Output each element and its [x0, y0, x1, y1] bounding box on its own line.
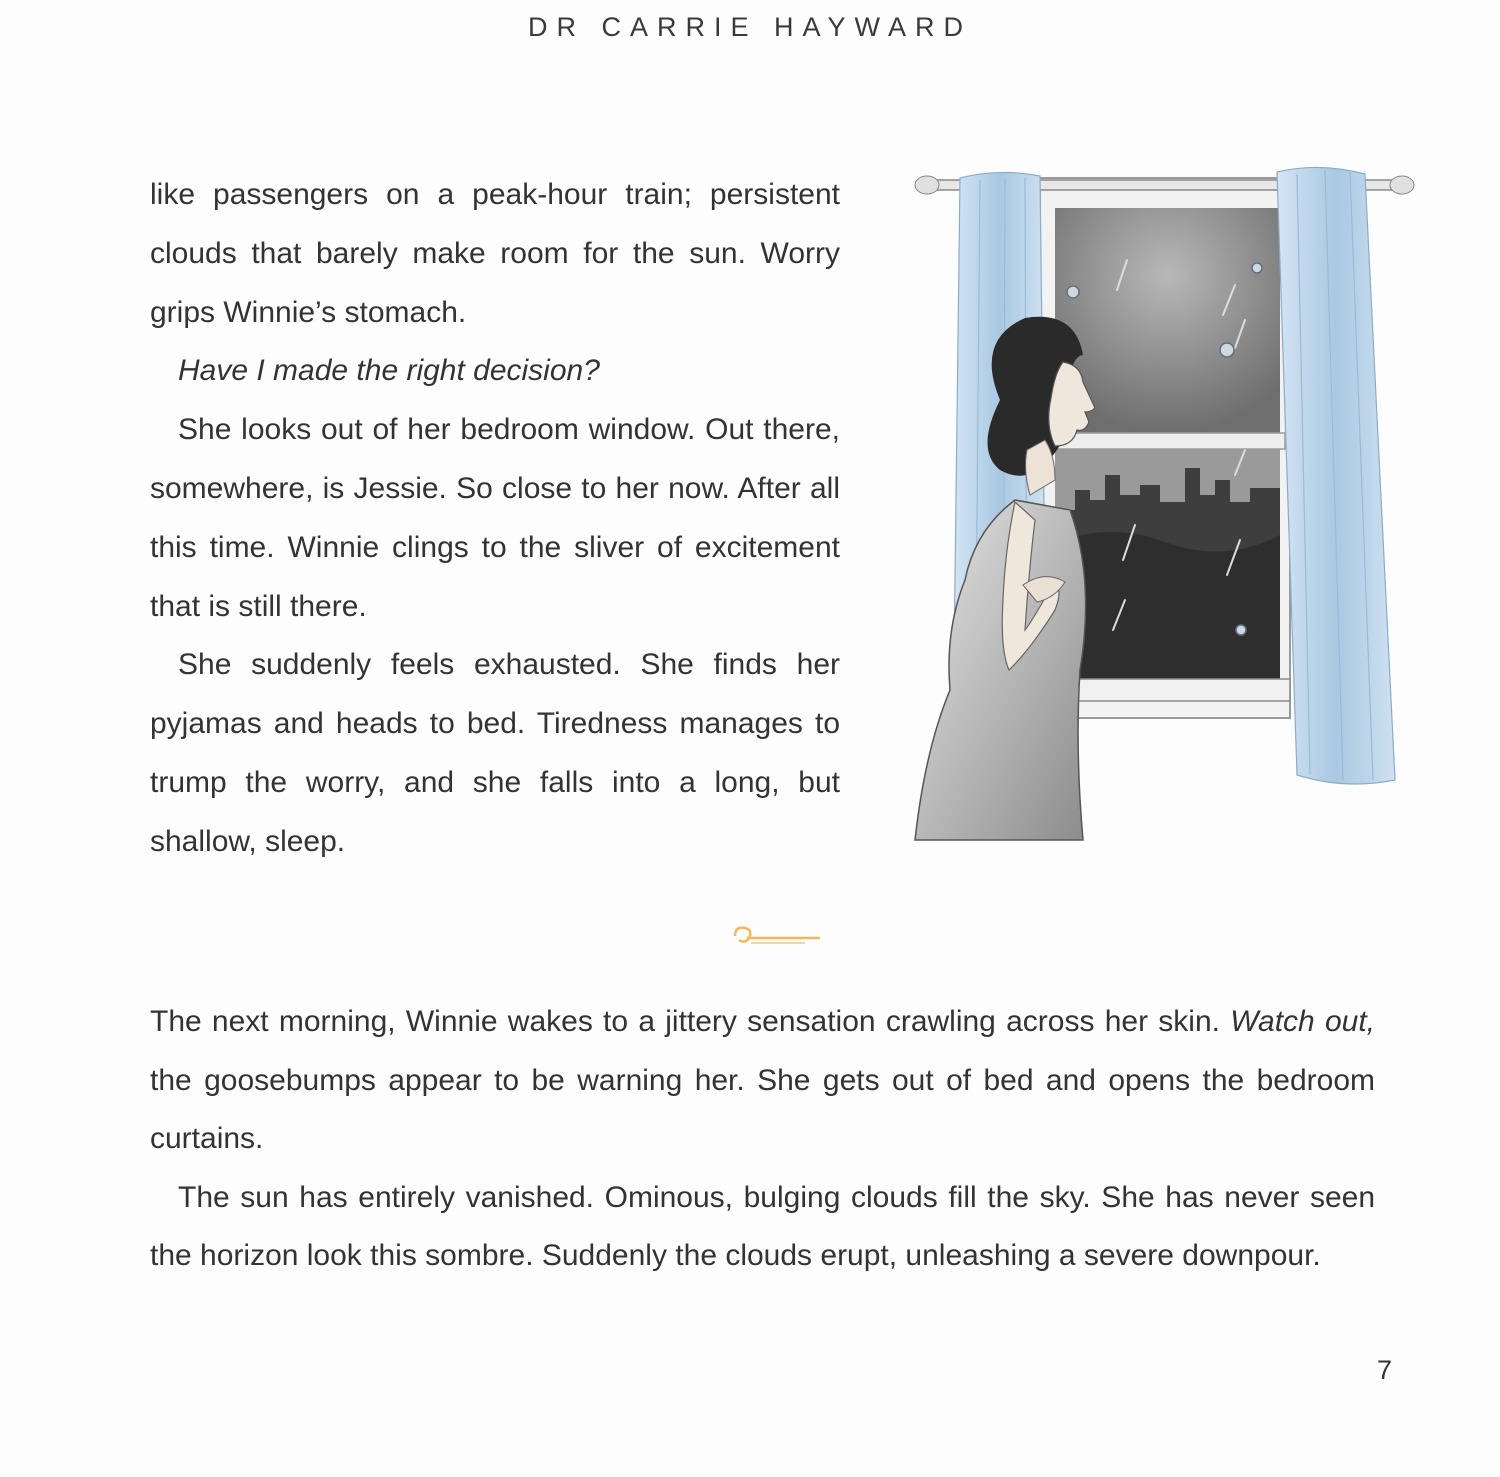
- paragraph-start: The next morning, Winnie wakes to a jittery sensation crawling across her skin.: [150, 1005, 1231, 1038]
- paragraph: She looks out of her bedroom window. Out there, somewhere, is Jessie. So close to her now. After all this time. Winnie clings to the sliver of excitement that is still there.: [150, 413, 840, 623]
- italic-thought: Have I made the right decision?: [178, 354, 600, 388]
- paragraph: She suddenly feels exhausted. She finds her pyjamas and heads to bed. Tiredness manages to trump the worry, and she falls into a long, but shallow, sleep.: [150, 648, 840, 858]
- full-width-text-block: [150, 993, 1375, 1286]
- paragraph: like passengers on a peak-hour train; persistent clouds that barely make room for the sun. Worry grips Winnie’s stomach.: [150, 178, 840, 329]
- paragraph: [150, 993, 1375, 1169]
- running-header: DR CARRIE HAYWARD: [527, 12, 972, 42]
- paragraph: The sun has entirely vanished. Ominous, bulging clouds fill the sky. She has never seen the horizon look this sombre. Suddenly the clouds erupt, unleashing a severe downpour.: [150, 1180, 1375, 1272]
- italic-phrase: Watch out,: [1230, 1005, 1375, 1038]
- paragraph-end: the goosebumps appear to be warning her. She gets out of bed and opens the bedroom curtains.: [150, 1063, 1375, 1155]
- woman-at-window-illustration: [905, 150, 1425, 855]
- section-divider-ornament-icon: [725, 918, 825, 954]
- column-text-block: [150, 166, 840, 872]
- page-number: 7: [1376, 1355, 1392, 1385]
